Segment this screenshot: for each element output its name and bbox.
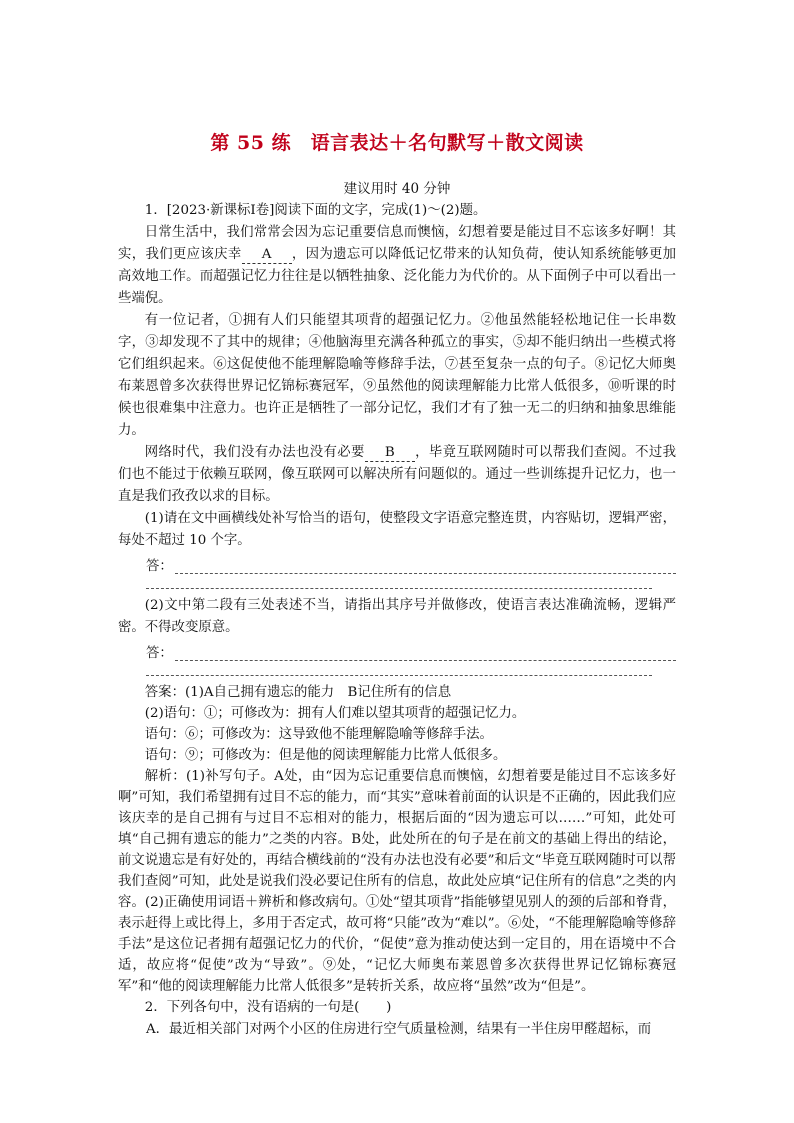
question-2-stem: 2．下列各句中，没有语病的一句是( ) (144, 1000, 392, 1015)
page-title: 第 55 练 语言表达＋名句默写＋散文阅读 (210, 132, 584, 154)
time-hint: 建议用时 40 分钟 (343, 181, 451, 197)
answer-line (175, 562, 676, 574)
answer-line-4: 语句：⑨；可修改为：但是他的阅读理解能力比常人低很多。 (144, 748, 507, 763)
question-1-stem: 1．[2023·新课标Ⅰ卷]阅读下面的文字，完成(1)～(2)题。 (144, 203, 487, 218)
answer-line-3: 语句：⑥；可修改为：这导致他不能理解隐喻等修辞手法。 (144, 727, 493, 742)
passage-paragraph-1 (118, 222, 676, 310)
passage-paragraph-2: 有一位记者，①拥有人们只能望其项背的超强记忆力。②他虽然能轻松地记住一长串数字，③却发现不了其中的规律；④他脑海里充满各种孤立的事实，⑤却不能归纳出一些模式将它们组织起来。⑥这促使他不能理解隐喻等修辞手法，⑦甚至复杂一点的句子。⑧记忆大师奥布莱恩曾多次获得世界记忆锦标赛冠军，⑨虽然他的阅读理解能力比常人低很多，⑩听课的时候也很难集中注意力。也许正是牺牲了一部分记忆，我们才有了独一无二的归纳和抽象思维能力。 (118, 313, 676, 438)
passage-paragraph-3 (118, 442, 676, 508)
answer-line (175, 649, 676, 661)
passage-text: 日常生活中，我们常常会因为忘记重要信息而懊恼，幻想着要是能过目不忘该多好啊！其实，我们更应该庆幸 (118, 225, 676, 262)
answer-line (146, 574, 652, 589)
analysis-text: 解析：(1)补写句子。A处，由“因为忘记重要信息而懊恼，幻想着要是能过目不忘该多好啊”可知，我们希望拥有过目不忘的能力，而“其实”意味着前面的认识是不正确的，因此我们应该庆幸的是自己拥有与过目不忘相对的能力，根据后面的“因为遗忘可以……”可知，此处可填“自己拥有遗忘的能力”之类的内容。B处，此处所在的句子是在前文的基础上得出的结论，前文说遗忘是有好处的，再结合横线前的“没有办法也没有必要”和后文“毕竟互联网随时可以帮我们查阅”可知，此处是说我们没必要记住所有的信息，故此处应填“记住所有的信息”之类的内容。(2)正确使用词语＋辨析和修改病句。①处“望其项背”指能够望见别人的颈的后部和脊背，表示赶得上或比得上，多用于否定式，故可将“只能”改为“难以”。⑥处，“不能理解隐喻等修辞手法”是这位记者拥有超强记忆力的代价，“促使”意为推动使达到一定目的，用在语境中不合适，故应将“促使”改为“导致”。⑨处，“记忆大师奥布莱恩曾多次获得世界记忆锦标赛冠军”和“他的阅读理解能力比常人低很多”是转折关系，故应将“虽然”改为“但是”。 (118, 769, 676, 994)
answer-block (118, 682, 676, 997)
answer-line (146, 661, 652, 676)
sub-question-1: (1)请在文中画横线处补写恰当的语句，使整段文字语意完整连贯，内容贴切，逻辑严密，每处不超过 10 个字。 (118, 511, 676, 548)
passage-text: 网络时代，我们没有办法也没有必要 (144, 445, 365, 460)
sub-question-2: (2)文中第二段有三处表述不当，请指出其序号并做修改，使语言表达准确流畅，逻辑严密。不得改变原意。 (118, 598, 676, 635)
question-2-option-a: A．最近相关部门对两个小区的住房进行空气质量检测，结果有一半住房甲醛超标，而 (146, 1022, 652, 1037)
blank-a: A (242, 247, 292, 264)
blank-b: B (365, 445, 415, 462)
answer-line-2: (2)语句：①；可修改为：拥有人们难以望其项背的超强记忆力。 (144, 706, 526, 721)
answer-label: 答： (146, 646, 173, 661)
answer-area-2 (118, 639, 676, 661)
passage-text: ，毕竟互联网随时可以帮我们查阅。不过我们也不能过于依赖互联网，像互联网可以解决所有问题似的。通过一些训练提升记忆力，也一直是我们孜孜以求的目标。 (118, 445, 677, 504)
passage-text: ，因为遗忘可以降低记忆带来的认知负荷，使认知系统能够更加高效地工作。而超强记忆力往往是以牺牲抽象、泛化能力为代价的。从下面例子中可以看出一些端倪。 (118, 247, 677, 306)
answer-line-1: 答案：(1)A自己拥有遗忘的能力 B记住所有的信息 (144, 685, 452, 700)
answer-label: 答： (146, 559, 173, 574)
document-page (118, 118, 676, 1041)
answer-area-1 (118, 552, 676, 574)
